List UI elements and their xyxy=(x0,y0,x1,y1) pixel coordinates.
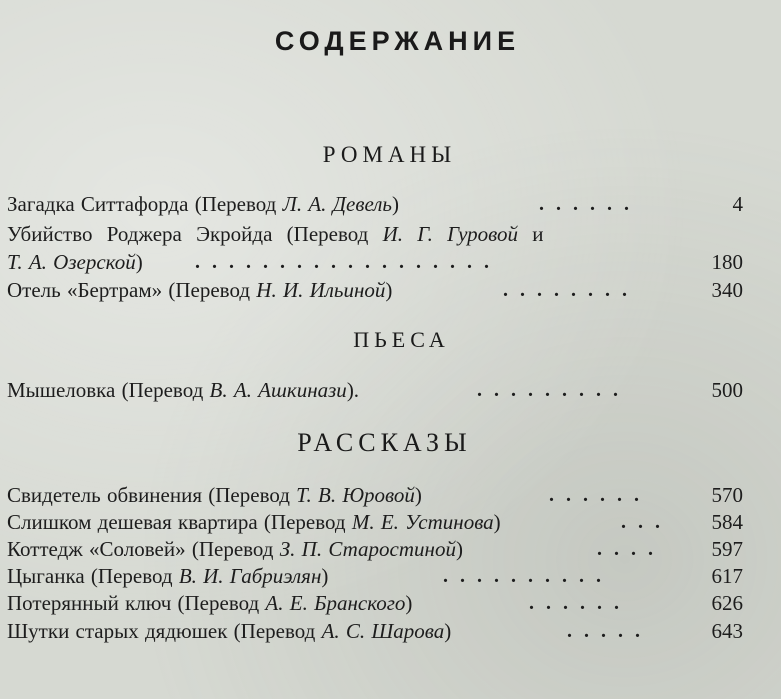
entry-page-number: 617 xyxy=(711,564,743,588)
entry-translator: М. Е. Устинова xyxy=(351,510,494,534)
entry-translator-prefix: (Перевод xyxy=(191,537,280,561)
entry-translator-suffix: ) xyxy=(444,619,452,643)
entry-translator-prefix: (Перевод xyxy=(90,564,179,588)
entry-translator-prefix: (Перевод xyxy=(121,378,210,402)
entry-translator-suffix: ) xyxy=(391,192,399,216)
section-heading-play: ПЬЕСА xyxy=(353,327,450,352)
toc-entry[interactable] xyxy=(7,508,743,536)
toc-entry[interactable] xyxy=(7,481,743,509)
section-heading-stories: РАССКАЗЫ xyxy=(297,428,472,457)
entry-translator: Л. А. Девель xyxy=(282,192,392,216)
page-title: СОДЕРЖАНИЕ xyxy=(274,26,521,56)
entry-translator-suffix: ) xyxy=(321,564,329,588)
dot-leader: .... xyxy=(597,538,665,560)
toc-entry-continuation[interactable] xyxy=(7,248,743,276)
entry-translator-join: и xyxy=(532,222,544,246)
entry-translator-prefix: (Перевод xyxy=(194,192,283,216)
entry-translator-suffix: ). xyxy=(346,378,360,402)
entry-translator: В. А. Ашкинази xyxy=(209,378,347,402)
entry-translator-prefix: (Перевод xyxy=(263,510,352,534)
section-heading-novels: РОМАНЫ xyxy=(322,142,457,167)
dot-leader: ...... xyxy=(539,193,641,215)
entry-translator-prefix: (Перевод xyxy=(168,278,257,302)
toc-entry[interactable] xyxy=(7,220,743,248)
dot-leader: ..... xyxy=(567,620,652,642)
dot-leader: .......... xyxy=(443,565,613,587)
entry-title: Свидетель обвинения xyxy=(7,483,203,507)
entry-translator-prefix: (Перевод xyxy=(233,619,322,643)
entry-title: Слишком дешевая квартира xyxy=(7,510,258,534)
entry-translator-suffix: ) xyxy=(493,510,501,534)
toc-entry[interactable] xyxy=(7,190,743,218)
entry-translator-suffix: ) xyxy=(455,537,463,561)
entry-translator-prefix: (Перевод xyxy=(286,222,383,246)
entry-page-number: 340 xyxy=(711,278,743,302)
entry-translator: В. И. Габриэлян xyxy=(178,564,322,588)
entry-translator: И. Г. Гуровой xyxy=(382,222,519,246)
toc-entry[interactable] xyxy=(7,562,743,590)
entry-translator: А. Е. Бранского xyxy=(265,591,406,615)
toc-entry[interactable] xyxy=(7,276,743,304)
entry-translator: З. П. Старостиной xyxy=(279,537,456,561)
entry-page-number: 626 xyxy=(711,591,743,615)
entry-title: Цыганка xyxy=(7,564,85,588)
dot-leader: ... xyxy=(621,511,672,533)
dot-leader: .................. xyxy=(195,251,501,273)
entry-page-number: 570 xyxy=(711,483,743,507)
entry-title: Отель «Бертрам» xyxy=(7,278,163,302)
entry-translator-suffix: ) xyxy=(414,483,422,507)
entry-translator: Т. А. Озерской xyxy=(7,250,136,274)
entry-translator-prefix: (Перевод xyxy=(177,591,266,615)
entry-title: Потерянный ключ xyxy=(7,591,172,615)
entry-translator-suffix: ) xyxy=(135,250,143,274)
entry-title: Шутки старых дядюшек xyxy=(7,619,228,643)
toc-entry[interactable] xyxy=(7,589,743,617)
entry-title: Убийство Роджера Экройда xyxy=(7,222,273,246)
toc-entry[interactable] xyxy=(7,617,743,645)
dot-leader: ........ xyxy=(503,279,639,301)
entry-title: Загадка Ситтафорда xyxy=(7,192,189,216)
entry-translator: Н. И. Ильиной xyxy=(256,278,386,302)
entry-title: Коттедж «Соловей» xyxy=(7,537,186,561)
entry-translator-suffix: ) xyxy=(385,278,393,302)
entry-translator-prefix: (Перевод xyxy=(208,483,297,507)
entry-page-number: 500 xyxy=(711,378,743,402)
entry-page-number: 180 xyxy=(711,250,743,274)
entry-title: Мышеловка xyxy=(7,378,116,402)
toc-entry[interactable] xyxy=(7,376,743,404)
entry-translator-suffix: ) xyxy=(405,591,413,615)
toc-entry[interactable] xyxy=(7,535,743,563)
dot-leader: ...... xyxy=(549,484,651,506)
entry-translator: Т. В. Юровой xyxy=(296,483,415,507)
entry-page-number: 584 xyxy=(711,510,743,534)
entry-translator: А. С. Шарова xyxy=(321,619,445,643)
dot-leader: ......... xyxy=(477,379,630,401)
entry-page-number: 643 xyxy=(711,619,743,643)
entry-page-number: 597 xyxy=(711,537,743,561)
dot-leader: ...... xyxy=(529,592,631,614)
entry-page-number: 4 xyxy=(732,192,743,216)
